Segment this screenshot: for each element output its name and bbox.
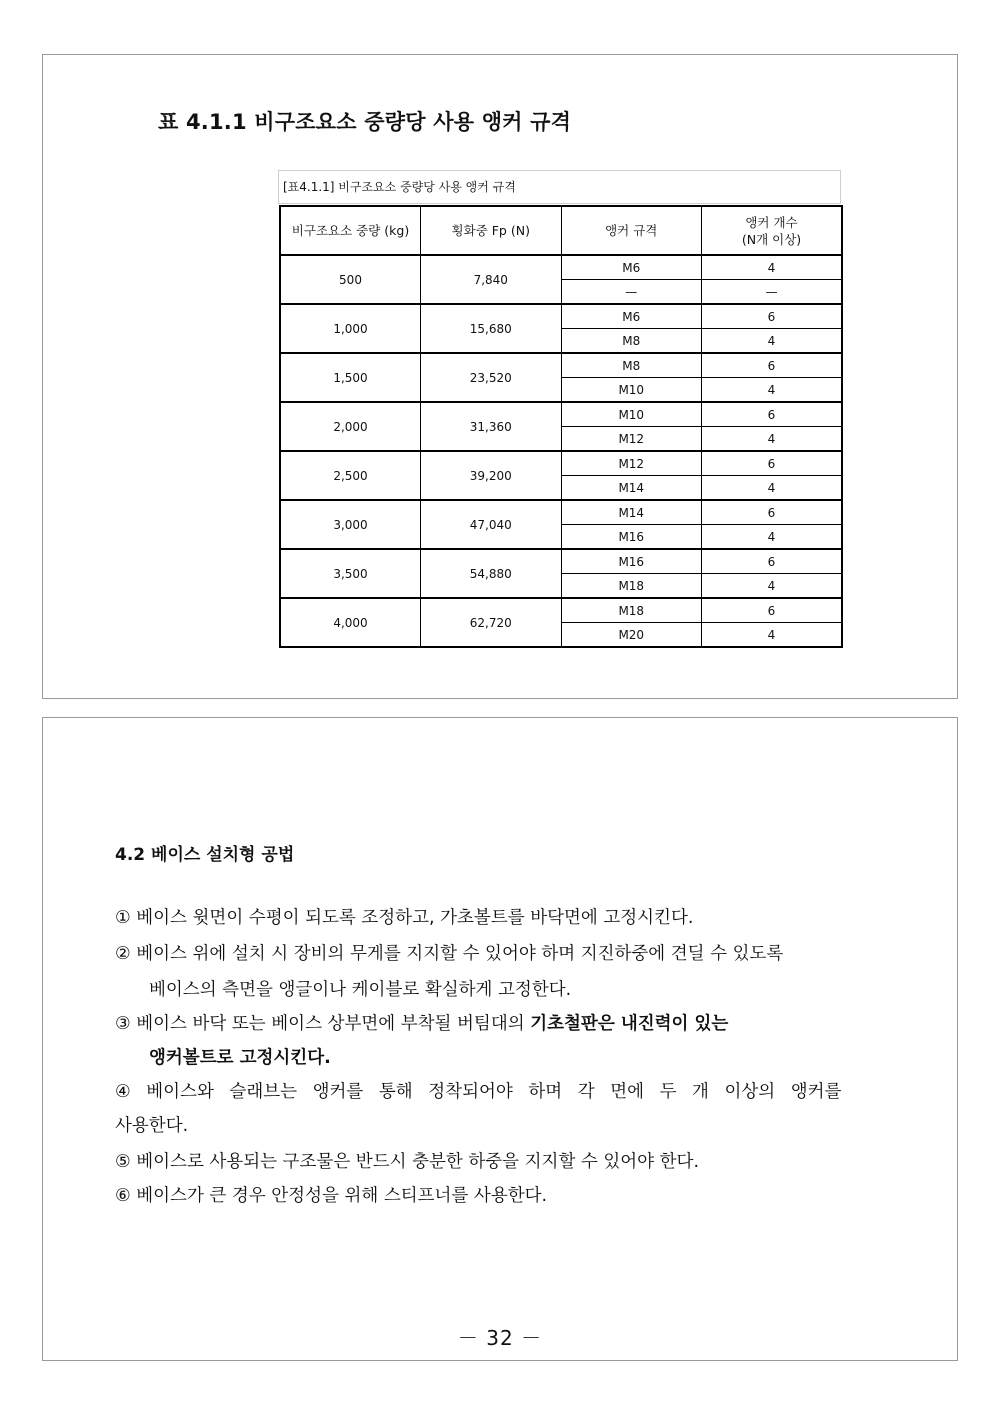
cell-weight: 3,500 — [280, 549, 421, 598]
table-body — [280, 255, 842, 647]
cell-anchor-spec: M8 — [561, 329, 702, 354]
cell-fp: 23,520 — [421, 353, 562, 402]
cell-anchor-spec: M16 — [561, 549, 702, 574]
cell-anchor-spec: M14 — [561, 500, 702, 525]
cell-weight: 4,000 — [280, 598, 421, 647]
cell-anchor-count: 6 — [702, 304, 843, 329]
table-row — [280, 402, 842, 427]
cell-anchor-spec: M16 — [561, 525, 702, 550]
cell-weight: 2,500 — [280, 451, 421, 500]
cell-anchor-count: 6 — [702, 402, 843, 427]
lower-page-frame — [42, 717, 958, 1361]
header-fp: 횡화중 Fp (N) — [421, 206, 562, 255]
list-item-3-line1 — [115, 1012, 728, 1036]
table-caption: [표4.1.1] 비구조요소 중량당 사용 앵커 규격 — [278, 170, 841, 204]
header-weight: 비구조요소 중량 (kg) — [280, 206, 421, 255]
table-row — [280, 598, 842, 623]
cell-weight: 500 — [280, 255, 421, 304]
table-row — [280, 304, 842, 329]
list-item-6: ⑥ 베이스가 큰 경우 안정성을 위해 스티프너를 사용한다. — [115, 1186, 548, 1206]
table-row — [280, 353, 842, 378]
list-item-4-line2: 사용한다. — [115, 1116, 189, 1136]
section-title: 4.2 베이스 설치형 공법 — [115, 845, 295, 865]
cell-anchor-count: 6 — [702, 549, 843, 574]
header-anchor-count-line1: 앵커 개수 — [745, 214, 798, 230]
cell-anchor-count: 6 — [702, 598, 843, 623]
list-item-2-line2: 베이스의 측면을 앵글이나 케이블로 확실하게 고정한다. — [149, 980, 572, 1000]
header-anchor-count — [702, 206, 843, 255]
cell-anchor-count: 4 — [702, 329, 843, 354]
cell-fp: 31,360 — [421, 402, 562, 451]
cell-anchor-spec: M6 — [561, 255, 702, 280]
cell-anchor-count: 4 — [702, 525, 843, 550]
cell-anchor-spec: M6 — [561, 304, 702, 329]
cell-anchor-count: 6 — [702, 451, 843, 476]
list-item-1: ① 베이스 윗면이 수평이 되도록 조정하고, 가초볼트를 바닥면에 고정시킨다. — [115, 908, 694, 928]
cell-anchor-count: — — [702, 280, 843, 305]
cell-anchor-count: 4 — [702, 427, 843, 452]
cell-anchor-spec: M8 — [561, 353, 702, 378]
list-item-3-bold: 기초철판은 내진력이 있는 — [530, 1014, 729, 1034]
cell-weight: 1,500 — [280, 353, 421, 402]
cell-fp: 39,200 — [421, 451, 562, 500]
table-heading: 표 4.1.1 비구조요소 중량당 사용 앵커 규격 — [158, 110, 572, 134]
table-row — [280, 549, 842, 574]
cell-fp: 54,880 — [421, 549, 562, 598]
table-row — [280, 451, 842, 476]
list-item-5: ⑤ 베이스로 사용되는 구조물은 반드시 충분한 하중을 지지할 수 있어야 한다. — [115, 1152, 700, 1172]
cell-anchor-count: 4 — [702, 378, 843, 403]
cell-anchor-spec: M18 — [561, 574, 702, 599]
cell-anchor-count: 4 — [702, 623, 843, 648]
table-row — [280, 500, 842, 525]
cell-fp: 15,680 — [421, 304, 562, 353]
cell-anchor-spec: M12 — [561, 427, 702, 452]
cell-weight: 3,000 — [280, 500, 421, 549]
list-item-4-line1: ④ 베이스와 슬래브는 앵커를 통해 정착되어야 하며 각 면에 두 개 이상의 앵커를 — [115, 1082, 842, 1102]
page-number: － 32 － — [457, 1326, 543, 1350]
cell-fp: 7,840 — [421, 255, 562, 304]
cell-anchor-spec: M18 — [561, 598, 702, 623]
cell-anchor-count: 4 — [702, 255, 843, 280]
cell-weight: 2,000 — [280, 402, 421, 451]
cell-anchor-spec: M10 — [561, 378, 702, 403]
cell-fp: 47,040 — [421, 500, 562, 549]
cell-anchor-spec: — — [561, 280, 702, 305]
list-item-3-line2: 앵커볼트로 고정시킨다. — [149, 1048, 331, 1068]
cell-weight: 1,000 — [280, 304, 421, 353]
cell-fp: 62,720 — [421, 598, 562, 647]
cell-anchor-count: 4 — [702, 574, 843, 599]
cell-anchor-spec: M10 — [561, 402, 702, 427]
table-header-row — [280, 206, 842, 255]
header-anchor-spec: 앵커 규격 — [561, 206, 702, 255]
cell-anchor-spec: M20 — [561, 623, 702, 648]
list-item-3-text: ③ 베이스 바닥 또는 베이스 상부면에 부착될 버팀대의 — [115, 1014, 531, 1034]
list-item-2-line1: ② 베이스 위에 설치 시 장비의 무게를 지지할 수 있어야 하며 지진하중에 견딜 수 있도록 — [115, 944, 784, 964]
table-row — [280, 255, 842, 280]
cell-anchor-count: 4 — [702, 476, 843, 501]
cell-anchor-spec: M14 — [561, 476, 702, 501]
cell-anchor-count: 6 — [702, 500, 843, 525]
anchor-spec-table — [279, 205, 843, 648]
header-anchor-count-line2: (N개 이상) — [741, 231, 802, 247]
cell-anchor-spec: M12 — [561, 451, 702, 476]
cell-anchor-count: 6 — [702, 353, 843, 378]
